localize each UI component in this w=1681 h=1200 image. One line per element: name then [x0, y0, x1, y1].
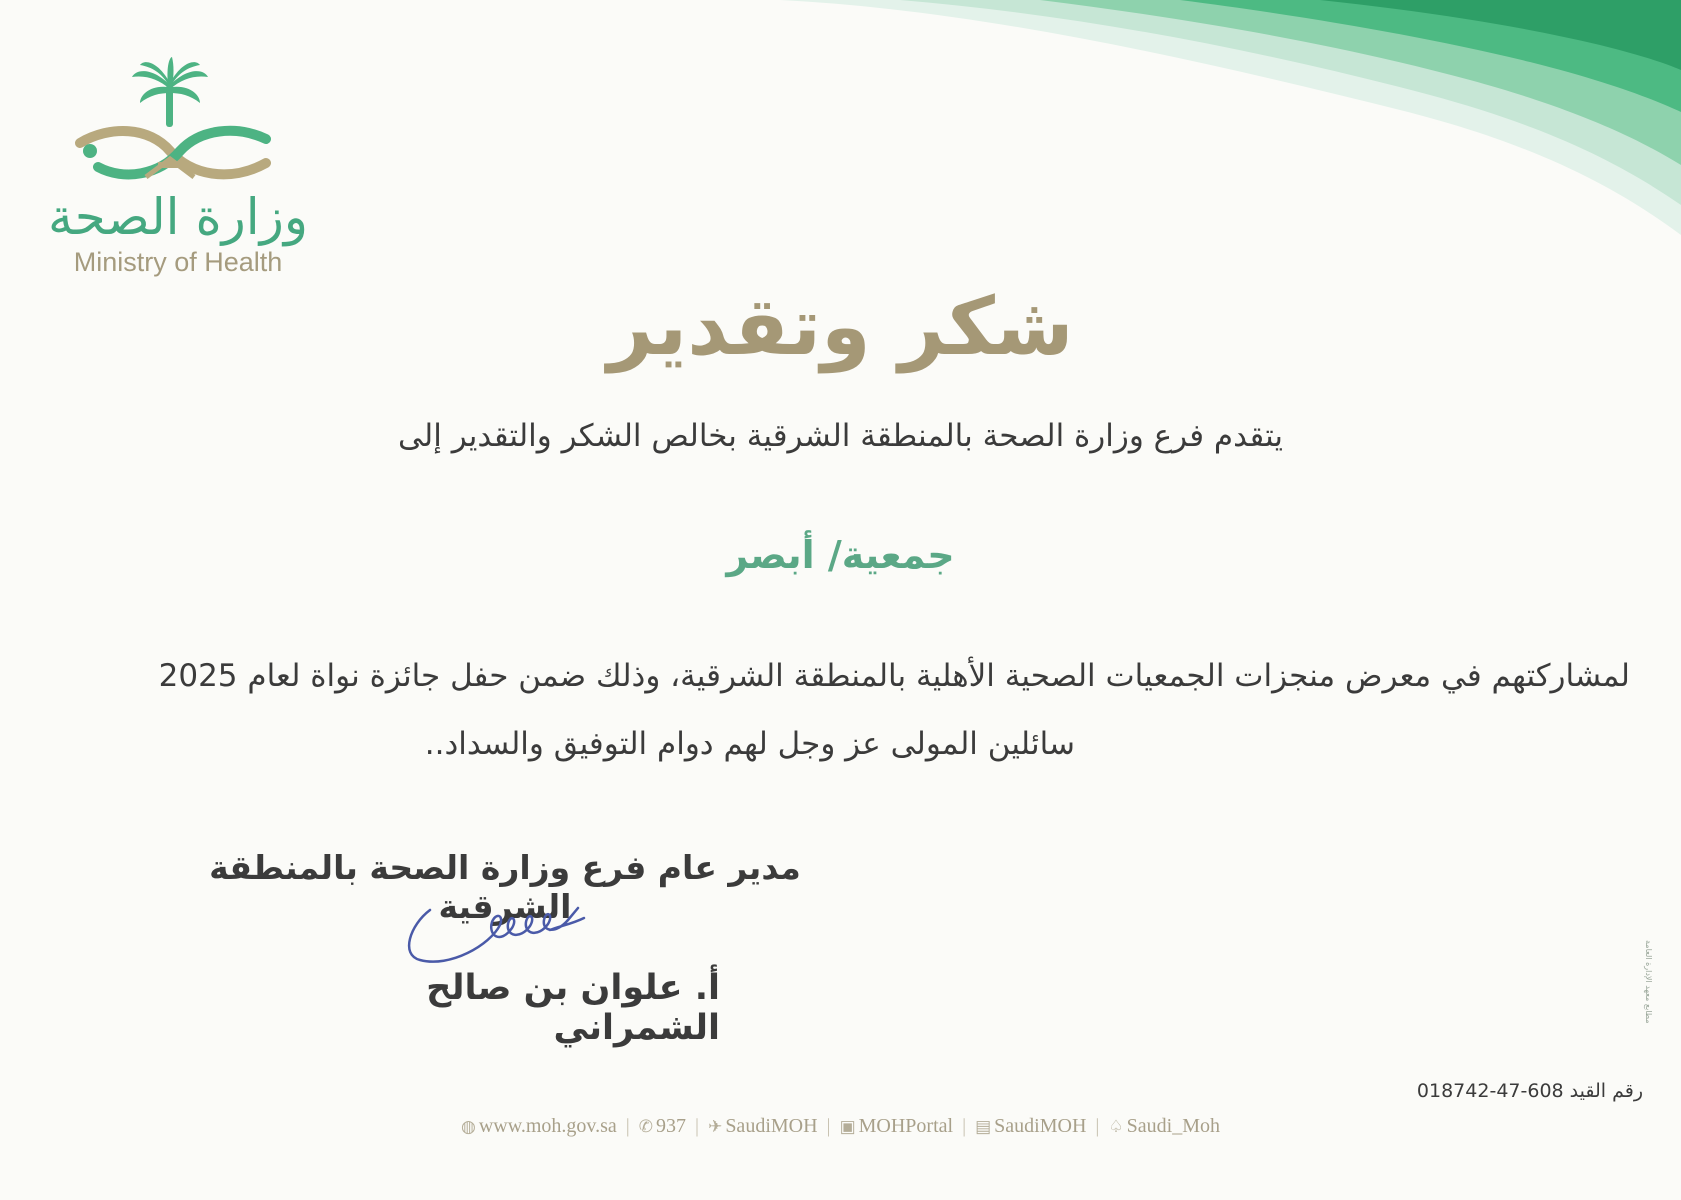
certificate-title: شكر وتقدير [607, 280, 1074, 373]
footer-phone[interactable]: ✆ 937 [638, 1115, 687, 1137]
body-text [95, 642, 1630, 778]
printer-note: مطابع معهد الإدارة العامة [1644, 940, 1653, 1024]
footer-divider: | [625, 1115, 630, 1137]
signatory-title: مدير عام فرع وزارة الصحة بالمنطقة الشرقية [209, 848, 801, 926]
logo-english-name: Ministry of Health [73, 247, 283, 277]
globe-icon: ◍ [460, 1117, 476, 1136]
footer-snapchat[interactable]: ♤ Saudi_Moh [1108, 1115, 1220, 1137]
body-line-2: سائلين المولى عز وجل لهم دوام التوفيق والسداد.. [424, 726, 1075, 762]
palm-tree-icon [132, 57, 208, 127]
twitter-icon: ✈ [708, 1117, 723, 1136]
signatory-name: أ. علوان بن صالح الشمراني [426, 968, 720, 1048]
phone-icon: ✆ [638, 1117, 654, 1136]
footer-divider: | [1095, 1115, 1100, 1137]
footer-twitter[interactable]: ✈ SaudiMOH [708, 1115, 818, 1137]
crossed-swords-icon [80, 131, 266, 177]
youtube-icon: ▣ [839, 1117, 856, 1136]
footer-facebook[interactable]: ▤ SaudiMOH [975, 1115, 1087, 1137]
logo-arabic-name: وزارة الصحة [48, 188, 308, 246]
footer-divider: | [826, 1115, 831, 1137]
footer-contacts [0, 1115, 1681, 1138]
recipient-name: جمعية/ أبصر [726, 533, 955, 577]
registration-number [1417, 1080, 1643, 1102]
body-line-1: لمشاركتهم في معرض منجزات الجمعيات الصحية الأهلية بالمنطقة الشرقية، وذلك ضمن حفل جائزة نواة لعام 2025 [158, 658, 1630, 694]
intro-text: يتقدم فرع وزارة الصحة بالمنطقة الشرقية بخالص الشكر والتقدير إلى [397, 418, 1284, 454]
footer-divider: | [695, 1115, 700, 1137]
snapchat-icon: ♤ [1108, 1117, 1124, 1136]
registration-value: 608-47-018742 [1416, 1080, 1564, 1102]
facebook-icon: ▤ [975, 1117, 992, 1136]
footer-divider: | [962, 1115, 967, 1137]
footer-website[interactable]: ◍ www.moh.gov.sa [460, 1115, 617, 1137]
registration-label: رقم القيد [1569, 1080, 1643, 1102]
footer-youtube[interactable]: ▣ MOHPortal [839, 1115, 954, 1137]
